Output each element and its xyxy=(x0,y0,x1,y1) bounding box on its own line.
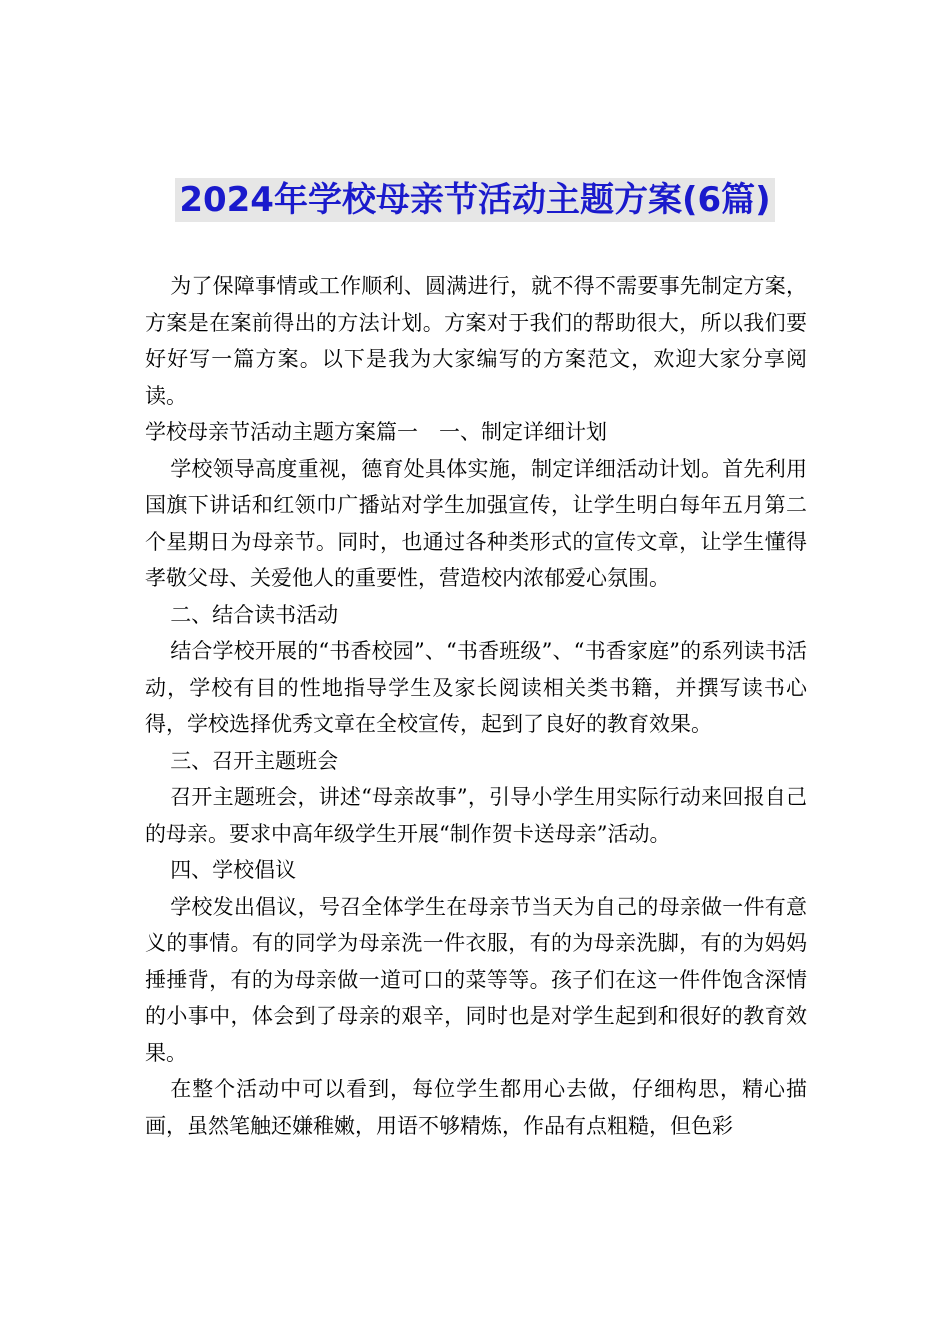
paragraph-detailed-plan: 学校领导高度重视，德育处具体实施，制定详细活动计划。首先利用国旗下讲话和红领巾广播站对学生加强宣传，让学生明白每年五月第二个星期日为母亲节。同时，也通过各种类形式的宣传文章，让学生懂得孝敬父母、关爱他人的重要性，营造校内浓郁爱心氛围。 xyxy=(145,456,807,590)
section-heading-reading: 二、结合读书活动 xyxy=(170,602,339,627)
section-heading-proposal: 四、学校倡议 xyxy=(170,858,297,882)
document-body xyxy=(145,268,807,1144)
section-heading-class-meeting: 三、召开主题班会 xyxy=(170,748,339,773)
paragraph-proposal: 学校发出倡议，号召全体学生在母亲节当天为自己的母亲做一件有意义的事情。有的同学为母亲洗一件衣服，有的为母亲洗脚，有的为妈妈捶捶背，有的为母亲做一道可口的菜等等。孩子们在这一件件饱含深情的小事中，体会到了母亲的艰辛，同时也是对学生起到和很好的教育效果。 xyxy=(145,894,807,1065)
document-title: 2024年学校母亲节活动主题方案(6篇) xyxy=(175,178,774,222)
paragraph-summary: 在整个活动中可以看到，每位学生都用心去做，仔细构思，精心描画，虽然笔触还嫌稚嫩，用语不够精炼，作品有点粗糙，但色彩 xyxy=(145,1077,807,1138)
title-container xyxy=(0,178,950,222)
paragraph-reading: 结合学校开展的“书香校园”、“书香班级”、“书香家庭”的系列读书活动，学校有目的性地指导学生及家长阅读相关类书籍，并撰写读书心得，学校选择优秀文章在全校宣传，起到了良好的教育效果。 xyxy=(145,639,807,736)
intro-paragraph: 为了保障事情或工作顺利、圆满进行，就不得不需要事先制定方案，方案是在案前得出的方法计划。方案对于我们的帮助很大，所以我们要好好写一篇方案。以下是我为大家编写的方案范文，欢迎大家分享阅读。 xyxy=(145,274,807,408)
paragraph-class-meeting: 召开主题班会，讲述“母亲故事”，引导小学生用实际行动来回报自己的母亲。要求中高年级学生开展“制作贺卡送母亲”活动。 xyxy=(145,785,807,846)
section-heading-plan-one: 学校母亲节活动主题方案篇一 一、制定详细计划 xyxy=(145,420,607,444)
